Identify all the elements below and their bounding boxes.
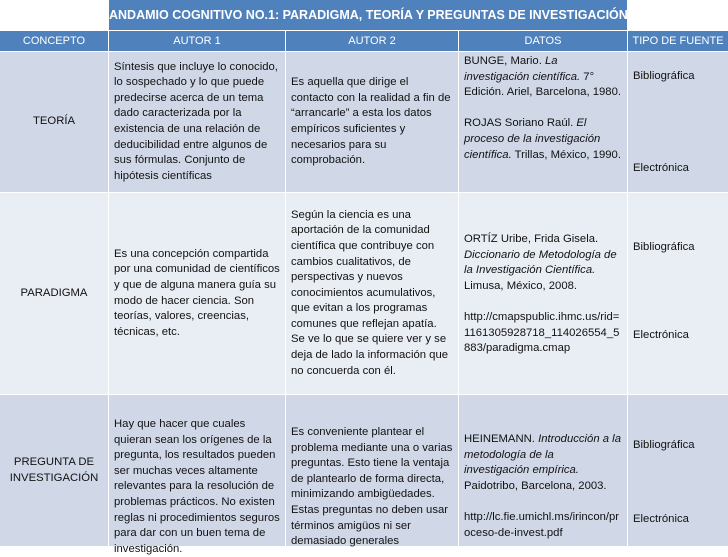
autor2-cell [286, 193, 458, 394]
header-autor-2: AUTOR 2 [286, 31, 458, 51]
autor2-text: Es conveniente plantear el problema mediante una o varias preguntas. Esto tiene la ventaja de plantearlo de forma directa, minimizando ambigüedades. Estas preguntas no deben usar términos amigüos ni ser demasiado generales [291, 426, 453, 548]
tipo-cell [628, 395, 728, 546]
autor2-cell [286, 395, 458, 546]
autor2-text: Según la ciencia es una aportación de la comunidad científica que contribuye con cambios cualitativos, de perspectivas y nuevos conocimientos acumulativos, que evitan a los programas comunes que reflejan apatía. Se ve lo que se quiere ver y se deja de lado la información que no concuerda con él. [291, 208, 449, 377]
header-concepto: CONCEPTO [0, 31, 108, 51]
tipo-bibliografica: Bibliográfica [633, 241, 695, 253]
concepto-label: PARADIGMA [20, 286, 88, 299]
reference-1: ORTÍZ Uribe, Frida Gisela. Diccionario de Metodología de la Investigación Científica. Limusa, México, 2008. [464, 233, 617, 292]
reference-url[interactable]: http://cmapspublic.ihmc.us/rid=1161305928718_114026554_5883/paradigma.cmap [464, 310, 620, 355]
concepto-cell [0, 52, 108, 192]
reference-2: ROJAS Soriano Raúl. El proceso de la investigación científica. Trillas, México, 1990. [464, 117, 621, 161]
concepto-cell [0, 193, 108, 394]
tipo-electronica: Electrónica [633, 162, 689, 174]
datos-cell [459, 193, 627, 394]
concepto-cell [0, 395, 108, 546]
table-row [0, 395, 728, 555]
header-autor-1: AUTOR 1 [109, 31, 285, 51]
header-datos: DATOS [459, 31, 627, 51]
reference-url[interactable]: http://lc.fie.umichl.ms/irincon/proceso-de-invest.pdf [464, 510, 620, 539]
concepto-label: TEORÍA [32, 115, 76, 128]
datos-cell [459, 52, 627, 192]
autor1-cell [109, 193, 285, 394]
tipo-cell [628, 193, 728, 394]
datos-cell [459, 395, 627, 546]
autor1-cell [109, 52, 285, 192]
autor2-text: Es aquella que dirige el contacto con la realidad a fin de “arrancarle” a esta los datos empíricos suficientes y necesarios para su comprobación. [291, 76, 451, 167]
table-row [0, 193, 728, 394]
autor1-cell [109, 395, 285, 555]
autor1-text: Hay que hacer que cuales quieran sean los orígenes de la pregunta, los resultados pueden ser muchas veces altamente relevantes para la resolución de problemas prácticos. No existen reglas ni procedimientos seguros para dar con un buen tema de investigación. [114, 418, 280, 555]
concepto-label: PREGUNTA DE INVESTIGACIÓN [9, 455, 99, 484]
header-tipo-de-fuente: TIPO DE FUENTE [628, 31, 728, 51]
reference-1: BUNGE, Mario. La investigación científica. 7° Edición. Ariel, Barcelona, 1980. [464, 55, 621, 99]
table-title: ANDAMIO COGNITIVO NO.1: PARADIGMA, TEORÍA Y PREGUNTAS DE INVESTIGACIÓN [109, 0, 627, 30]
tipo-bibliografica: Bibliográfica [633, 439, 695, 451]
tipo-cell [628, 52, 728, 192]
reference-1: HEINEMANN. Introducción a la metodología de la investigación empírica. Paidotribo, Barcelona, 2003. [464, 433, 621, 492]
tipo-electronica: Electrónica [633, 513, 689, 525]
tipo-electronica: Electrónica [633, 329, 689, 341]
autor1-text: Síntesis que incluye lo conocido, lo sospechado y lo que puede predecirse acerca de un tema dado caracterizada por la existencia de una relación de deducibilidad entre algunos de sus fórmulas. Conjunto de hipótesis científicas [114, 60, 278, 182]
autor2-cell [286, 52, 458, 192]
tipo-bibliografica: Bibliográfica [633, 70, 695, 82]
table-row [0, 52, 728, 192]
autor1-text: Es una concepción compartida por una comunidad de científicos y que de alguna manera guía su modo de hacer ciencia. Son teorías, valores, creencias, técnicas, etc. [114, 247, 280, 338]
